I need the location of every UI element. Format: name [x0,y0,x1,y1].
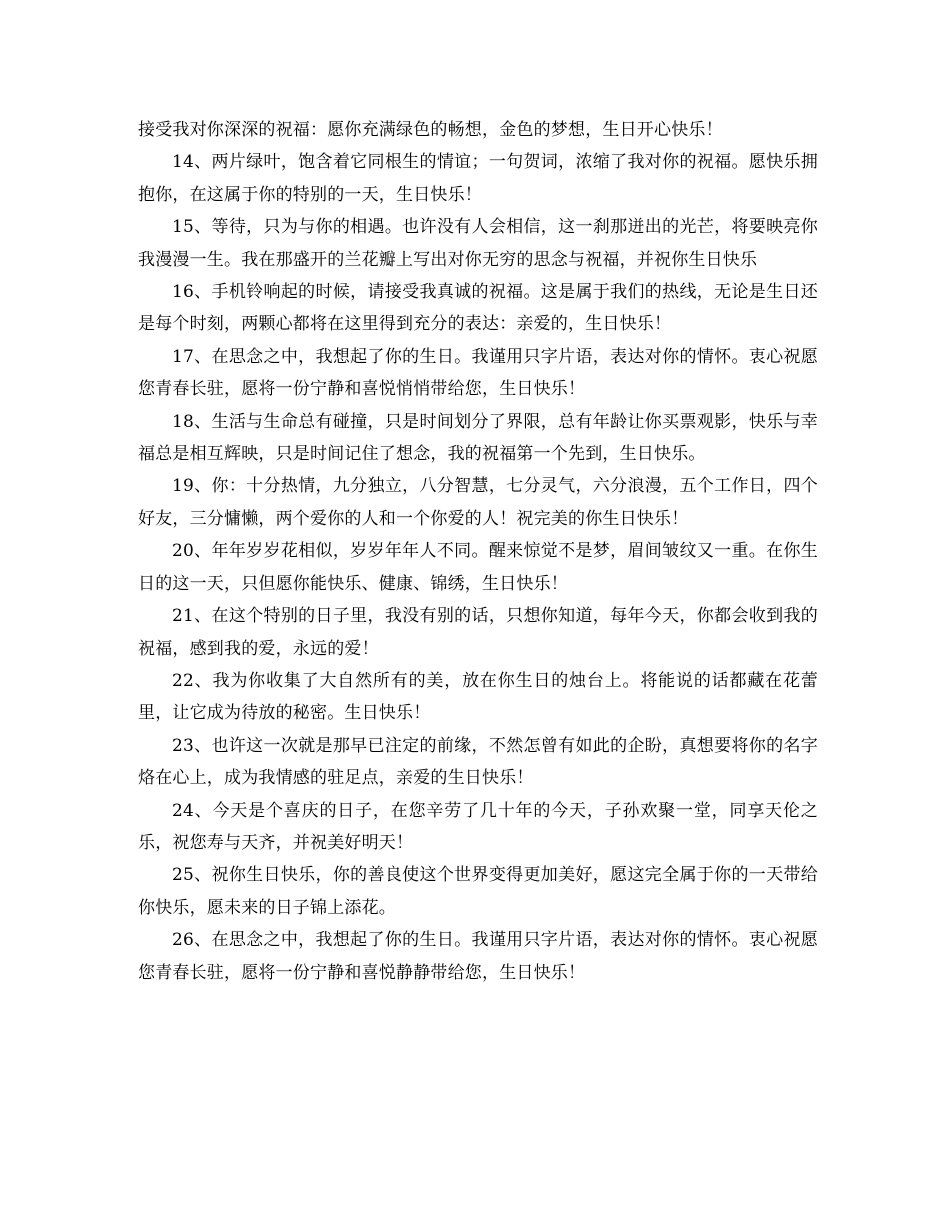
paragraph-wish-21: 21、在这个特别的日子里，我没有别的话，只想你知道，每年今天，你都会收到我的祝福，感到我的爱，永远的爱！ [138,606,818,659]
paragraph-wish-18: 18、生活与生命总有碰撞，只是时间划分了界限，总有年龄让你买票观影，快乐与幸福总是相互辉映，只是时间记住了想念，我的祝福第一个先到，生日快乐。 [138,411,818,465]
paragraph-wish-25: 25、祝你生日快乐，你的善良使这个世界变得更加美好，愿这完全属于你的一天带给你快乐，愿未来的日子锦上添花。 [138,865,818,918]
paragraph-wish-16: 16、手机铃响起的时候，请接受我真诚的祝福。这是属于我们的热线，无论是生日还是每个时刻，两颗心都将在这里得到充分的表达：亲爱的，生日快乐！ [138,282,818,335]
paragraph-wish-26: 26、在思念之中，我想起了你的生日。我谨用只字片语，表达对你的情怀。衷心祝愿您青春长驻，愿将一份宁静和喜悦静静带给您，生日快乐！ [138,930,818,983]
paragraph-continuation: 接受我对你深深的祝福：愿你充满绿色的畅想，金色的梦想，生日开心快乐！ [138,120,723,140]
paragraph-wish-14: 14、两片绿叶，饱含着它同根生的情谊；一句贺词，浓缩了我对你的祝福。愿快乐拥抱你，在这属于你的特别的一天，生日快乐！ [138,152,818,205]
document-body [138,114,818,989]
paragraph-wish-24: 24、今天是个喜庆的日子，在您辛劳了几十年的今天，子孙欢聚一堂，同享天伦之乐，祝您寿与天齐，并祝美好明天！ [138,800,818,853]
paragraph-wish-19: 19、你：十分热情，九分独立，八分智慧，七分灵气，六分浪漫，五个工作日，四个好友，三分慵懒，两个爱你的人和一个你爱的人！祝完美的你生日快乐！ [138,476,818,529]
paragraph-wish-20: 20、年年岁岁花相似，岁岁年年人不同。醒来惊觉不是梦，眉间皱纹又一重。在你生日的这一天，只但愿你能快乐、健康、锦绣，生日快乐！ [138,541,818,594]
paragraph-wish-15: 15、等待，只为与你的相遇。也许没有人会相信，这一刹那迸出的光芒，将要映亮你我漫漫一生。我在那盛开的兰花瓣上写出对你无穷的思念与祝福，并祝你生日快乐 [138,217,818,270]
paragraph-wish-17: 17、在思念之中，我想起了你的生日。我谨用只字片语，表达对你的情怀。衷心祝愿您青春长驻，愿将一份宁静和喜悦悄悄带给您，生日快乐！ [138,346,818,400]
paragraph-wish-22: 22、我为你收集了大自然所有的美，放在你生日的烛台上。将能说的话都藏在花蕾里，让它成为待放的秘密。生日快乐！ [138,670,818,724]
paragraph-wish-23: 23、也许这一次就是那早已注定的前缘，不然怎曾有如此的企盼，真想要将你的名字烙在心上，成为我情感的驻足点，亲爱的生日快乐！ [138,735,818,789]
